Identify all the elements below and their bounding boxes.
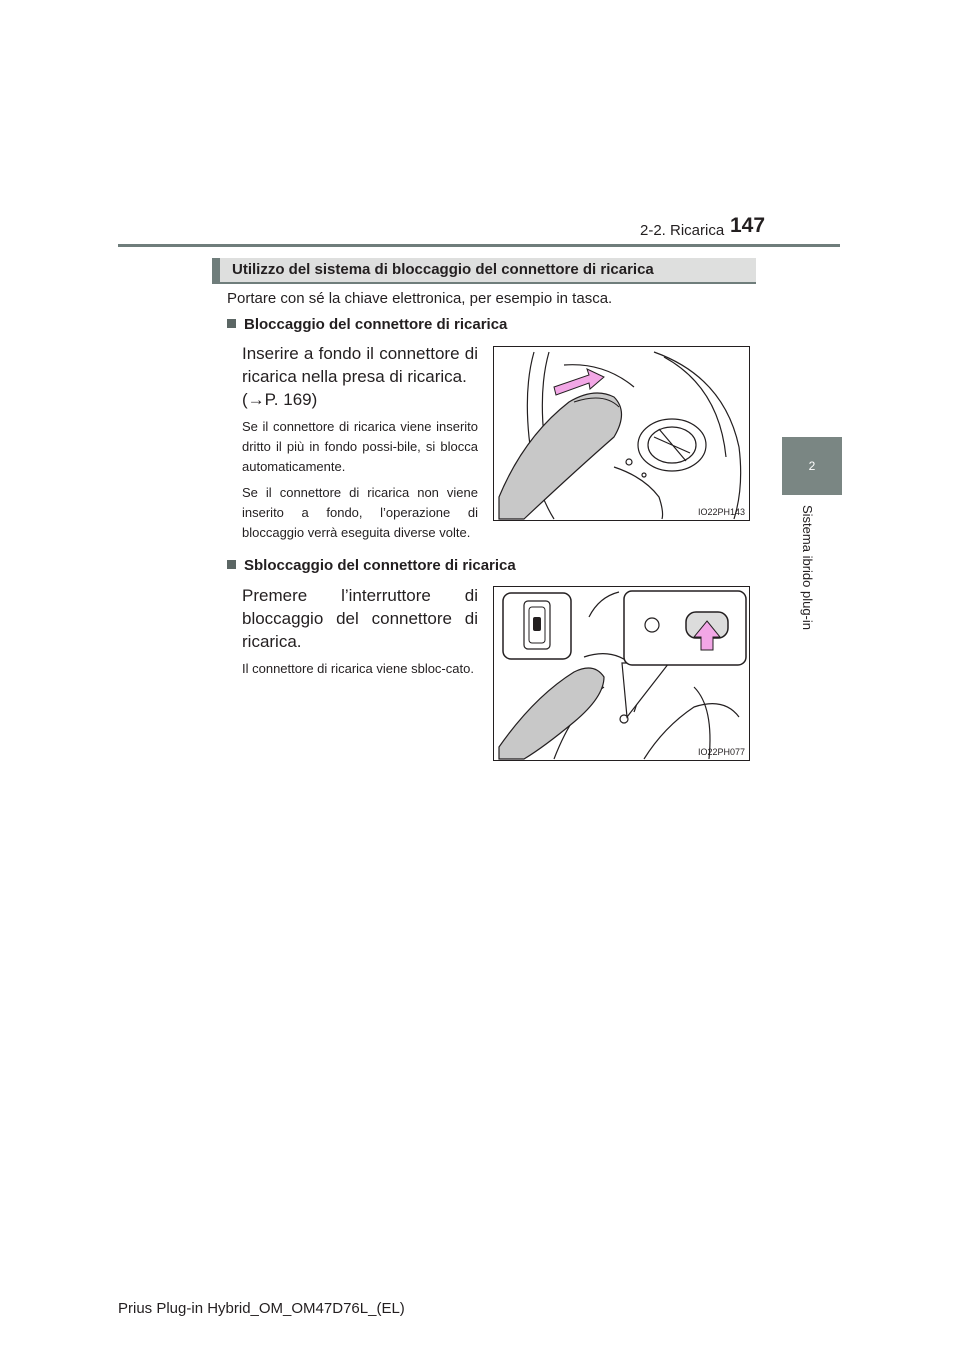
unlock-instruction: Premere l’interruttore di bloccaggio del connettore di ricarica.	[242, 586, 478, 651]
unlock-figure-code: IO22PH077	[697, 747, 745, 757]
lock-instruction-block	[242, 342, 478, 543]
lock-switch-illustration	[494, 587, 749, 760]
unlock-instruction-block	[242, 584, 478, 679]
footer-manual-id: Prius Plug-in Hybrid_OM_OM47D76L_(EL)	[118, 1300, 405, 1317]
unlock-heading: Sbloccaggio del connettore di ricarica	[227, 557, 516, 574]
lock-page-reference: (→P. 169)	[242, 390, 318, 409]
chapter-number: 2	[808, 459, 816, 473]
lock-figure-code: IO22PH143	[697, 507, 745, 517]
lock-figure	[493, 346, 750, 521]
lock-instruction-line-1: Inserire a fondo il connettore di	[242, 344, 478, 363]
lock-heading: Bloccaggio del connettore di ricarica	[227, 316, 507, 333]
bullet-square-icon	[227, 319, 236, 328]
lock-instruction-line-2: ricarica nella presa di ricarica.	[242, 367, 467, 386]
lock-note-2: Se il connettore di ricarica non viene inserito a fondo, l’operazione di bloccaggio verrà eseguita diverse volte.	[242, 485, 478, 540]
unlock-figure	[493, 586, 750, 761]
unlock-note: Il connettore di ricarica viene sbloc-cato.	[242, 661, 474, 676]
chapter-tab	[782, 437, 842, 495]
section-heading-bar	[212, 258, 756, 284]
bullet-square-icon	[227, 560, 236, 569]
chapter-title: Sistema ibrido plug-in	[800, 505, 815, 631]
running-header-section: 2-2. Ricarica	[640, 222, 725, 239]
chapter-title-vertical	[800, 505, 822, 645]
section-title: Utilizzo del sistema di bloccaggio del connettore di ricarica	[232, 261, 654, 278]
page-number: 147	[730, 214, 766, 237]
header-rule	[118, 244, 840, 247]
lock-note-1: Se il connettore di ricarica viene inserito dritto il più in fondo possi-bile, si blocca automaticamente.	[242, 419, 478, 474]
section-intro: Portare con sé la chiave elettronica, per esempio in tasca.	[227, 290, 613, 307]
charging-connector-illustration	[494, 347, 749, 520]
